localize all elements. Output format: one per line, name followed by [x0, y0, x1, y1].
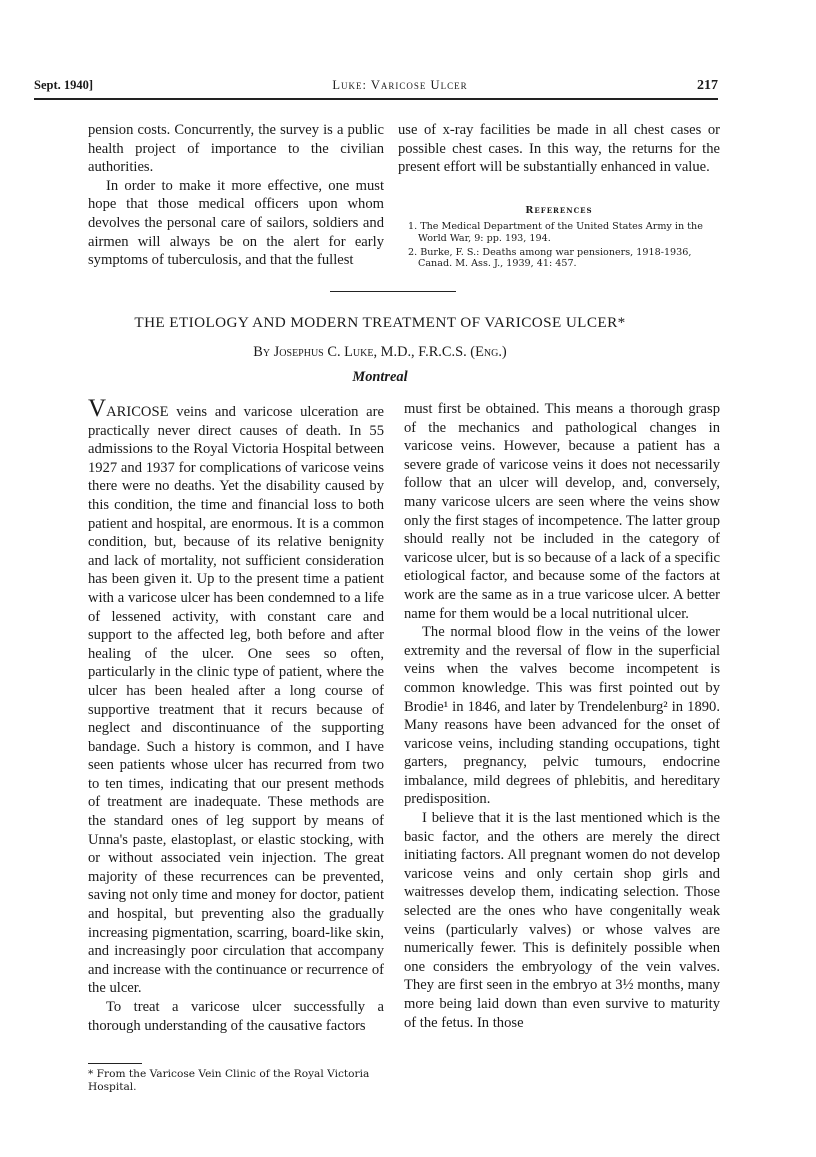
footnote: * From the Varicose Vein Clinic of the Royal Victoria Hospital.	[88, 1068, 370, 1093]
drop-cap: V	[88, 395, 107, 422]
prev-paragraph-2: In order to make it more effective, one must hope that those medical officers upon whom devolves the personal care of sailors, soldiers and airmen will always be on the alert for early symptoms of tuberculosis, and that the fullest	[88, 177, 384, 269]
article-paragraph-1	[88, 395, 384, 998]
article-paragraph-4: The normal blood flow in the veins of the lower extremity and the reversal of flow in the superficial veins when the valves become incompetent is common knowledge. This was first pointed out by Brodie¹ in 1846, and later by Trendelenburg² in 1890. Many reasons have been advanced for the onset of varicose veins, including standing occupations, tight garters, pregnancy, pelvic tumours, endocrine imbalance, mild degrees of phlebitis, and hereditary predisposition.	[404, 624, 720, 808]
page-number: 217	[697, 78, 718, 93]
prev-paragraph-1: pension costs. Concurrently, the survey is a public health project of importance to the civilian authorities.	[88, 122, 384, 176]
reference-item: 1. The Medical Department of the United States Army in the World War, 9: pp. 193, 194.	[408, 221, 703, 244]
header-rule	[34, 98, 718, 100]
article-title: THE ETIOLOGY AND MODERN TREATMENT OF VARICOSE ULCER*	[134, 314, 626, 331]
prev-article-left-column	[88, 121, 384, 270]
article-paragraph-2: To treat a varicose ulcer successfully a thorough understanding of the causative factors	[88, 999, 384, 1034]
article-paragraph-1-text: ARICOSE veins and varicose ulceration are practically never direct causes of death. In 55 admissions to the Royal Victoria Hospital between 1927 and 1937 for complications of varicose veins there were no deaths. Yet the disability caused by this condition, the time and financial loss to both patient and hospital, are enormous. It is a common condition, but, because of its relative benignity and lack of mortality, not sufficient consideration has been given it. Up to the present time a patient with a varicose ulcer has been condemned to a life of lessened activity, with constant care and support to the affected leg, both before and after healing of the ulcer. One sees so often, particularly in the clinic type of patient, where the ulcer has been healed after a long course of supportive treatment that it recurs because of neglect and discontinuance of the supporting bandage. Such a history is common, and I have seen patients whose ulcer has recurred from two to ten times, indicating that our present methods of treatment are inadequate. These methods are the standard ones of leg support by means of Unna's paste, elastoplast, or elastic stocking, with or without associated vein injection. The great majority of these recurrences can be prevented, saving not only time and money for doctor, patient and hospital, but preventing also the gradually increasing pigmentation, scarring, board-like skin, and increasingly poor circulation that accompany and increase with the continuance or recurrence of the ulcer.	[88, 404, 384, 997]
references	[398, 205, 720, 272]
reference-item: 2. Burke, F. S.: Deaths among war pensioners, 1918-1936, Canad. M. Ass. J., 1939, 41: 457.	[408, 246, 692, 270]
article-right-column	[404, 400, 720, 1032]
footnote-rule	[88, 1063, 142, 1064]
article-paragraph-5: I believe that it is the last mentioned which is the basic factor, and the others are merely the direct initiating factors. All pregnant women do not develop varicose veins and only certain shop girls and waitresses develop them, indicating selection. Those selected are the ones who have congenitally weak veins (particularly valves) or whose valves are numerically fewer. This is definitely possible when one considers the embryology of the vein valves. They are first seen in the embryo at 3½ months, many more being laid down than even survive to maturity of the fetus. In those	[404, 810, 720, 1031]
running-title: Luke: Varicose Ulcer	[332, 78, 468, 92]
article-paragraph-3: must first be obtained. This means a thorough grasp of the mechanics and pathological changes in varicose veins. However, because a patient has a severe grade of varicose veins it does not necessarily follow that an ulcer will develop, and, conversely, many varicose ulcers are seen where the veins show only the first stages of incompetence. The latter group should really not be included in the category of varicose ulcer, but is so because of a lack of a specific etiological factor, and because some of the factors at work are the same as in a true varicose ulcer. A better name for them would be a local nutritional ulcer.	[404, 401, 720, 622]
header-date: Sept. 1940]	[34, 78, 94, 92]
prev-paragraph-3: use of x-ray facilities be made in all chest cases or possible chest cases. In this way, the returns for the present effort will be substantially enhanced in value.	[398, 122, 720, 176]
article-place: Montreal	[352, 369, 408, 385]
article-divider	[330, 291, 456, 292]
prev-article-right-column	[398, 121, 720, 177]
article-left-column	[88, 395, 384, 1035]
article-byline: By Josephus C. Luke, M.D., F.R.C.S. (Eng.)	[253, 344, 507, 360]
references-title: References	[525, 205, 593, 216]
